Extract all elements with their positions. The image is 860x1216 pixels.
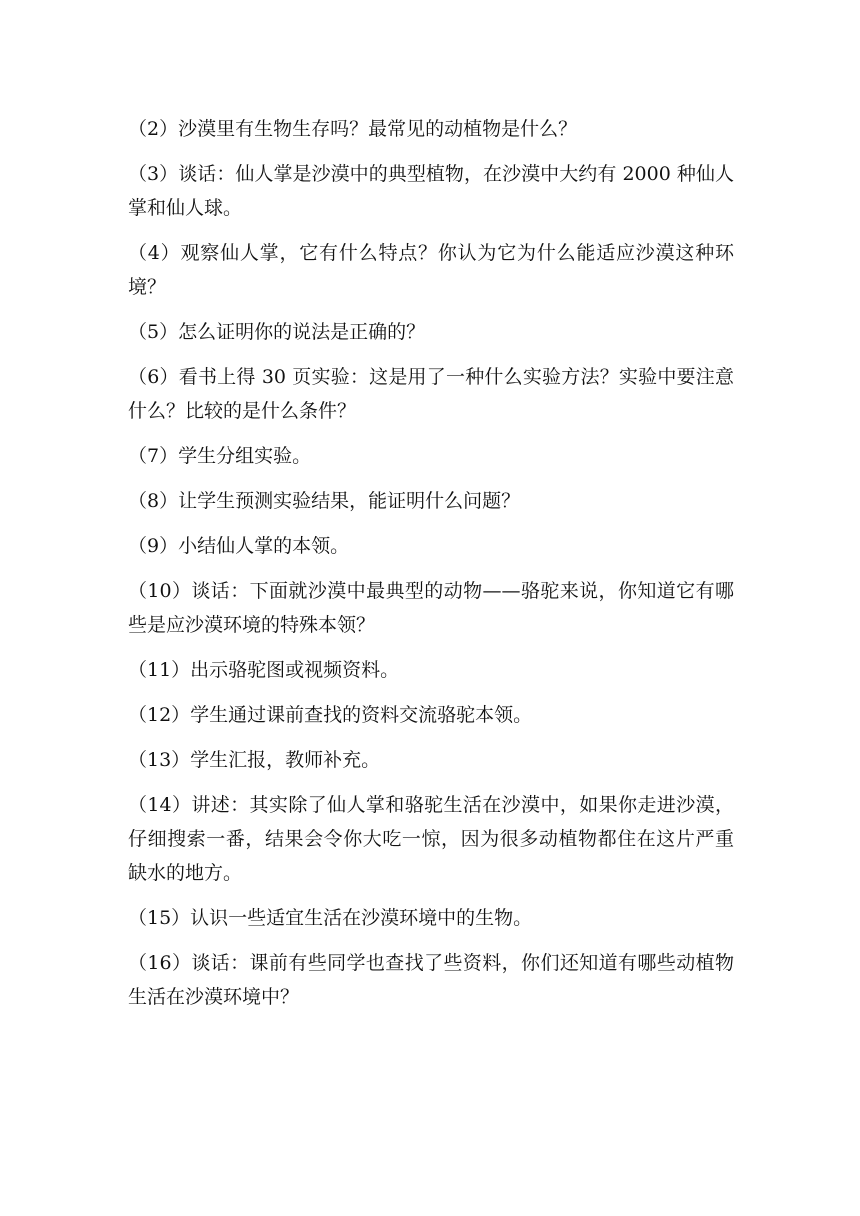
paragraph-14: （14）讲述：其实除了仙人掌和骆驼生活在沙漠中，如果你走进沙漠，仔细搜索一番，结果会令你大吃一惊，因为很多动植物都住在这片严重缺水的地方。: [128, 794, 734, 884]
paragraph-3: （3）谈话：仙人掌是沙漠中的典型植物，在沙漠中大约有 2000 种仙人掌和仙人球。: [128, 163, 734, 219]
paragraph-6: （6）看书上得 30 页实验：这是用了一种什么实验方法？实验中要注意什么？比较的是什么条件？: [128, 366, 734, 422]
paragraph-16: （16）谈话：课前有些同学也查找了些资料，你们还知道有哪些动植物生活在沙漠环境中？: [128, 952, 734, 1008]
paragraph-15: （15）认识一些适宜生活在沙漠环境中的生物。: [128, 907, 533, 929]
paragraph-5: （5）怎么证明你的说法是正确的？: [128, 321, 426, 343]
paragraph-2: （2）沙漠里有生物生存吗？最常见的动植物是什么？: [128, 118, 578, 140]
paragraph-13: （13）学生汇报，教师补充。: [128, 749, 381, 771]
paragraph-4: （4）观察仙人掌，它有什么特点？你认为它为什么能适应沙漠这种环境？: [128, 242, 734, 298]
paragraph-7: （7）学生分组实验。: [128, 445, 312, 467]
paragraph-10: （10）谈话：下面就沙漠中最典型的动物——骆驼来说，你知道它有哪些是应沙漠环境的特殊本领？: [128, 580, 734, 636]
paragraph-9: （9）小结仙人掌的本领。: [128, 535, 350, 557]
document-body: [128, 112, 734, 1025]
paragraph-8: （8）让学生预测实验结果，能证明什么问题？: [128, 490, 521, 512]
paragraph-11: （11）出示骆驼图或视频资料。: [128, 659, 400, 681]
paragraph-12: （12）学生通过课前查找的资料交流骆驼本领。: [128, 704, 533, 726]
